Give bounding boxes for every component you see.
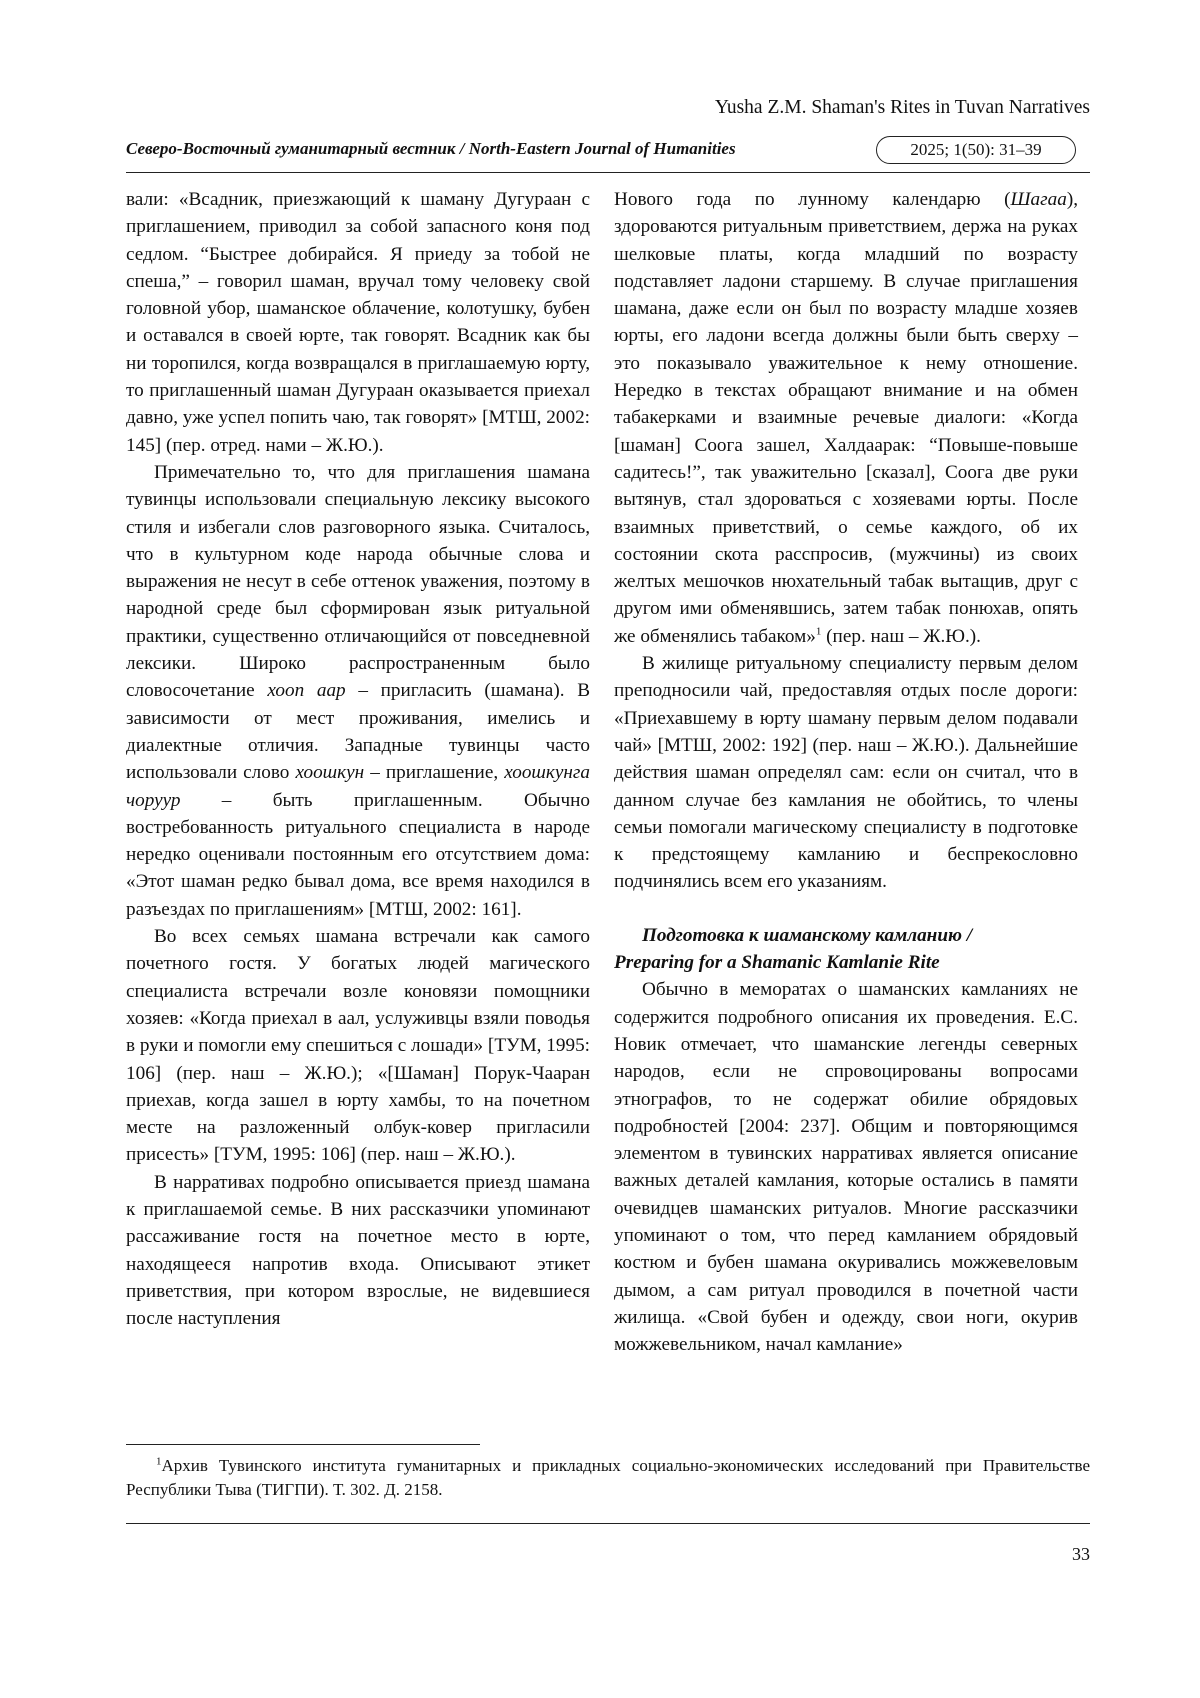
term-hoop-aar: хооп аар xyxy=(267,680,346,702)
term-hooshkun: хоошкун xyxy=(295,762,365,784)
header-rule xyxy=(126,172,1090,173)
left-column xyxy=(126,186,590,1332)
footnote-marker: 1 xyxy=(156,1455,162,1468)
footnote-rule xyxy=(126,1444,480,1445)
left-paragraph-2: Примечательно то, что для приглашения шамана тувинцы использовали специальную лексику высокого стиля и избегали слов разговорного языка. Считалось, что в культурном коде народа обычные слова и выражения не несут в себе оттенок уважения, поэтому в народной среде был сформирован язык ритуальной практики, существенно отличающийся от повседневной лексики. Широко распространенным было словосочетание хооп аар – пригласить (шамана). В зависимости от мест проживания, имелись и диалектные отличия. Западные тувинцы часто использовали слово хоошкун – приглашение, хоошкунга чоруур – быть приглашенным. Обычно востребованность ритуального специалиста в народе нередко оценивали постоянным его отсутствием дома: «Этот шаман редко бывал дома, все время находился в разъездах по приглашениям» [МТШ, 2002: 161]. xyxy=(126,461,590,920)
issue-badge: 2025; 1(50): 31–39 xyxy=(876,136,1076,164)
left-paragraph-3: Во всех семьях шамана встречали как самого почетного гостя. У богатых людей магического специалиста встречали возле коновязи помощники хозяев: «Когда приехал в аал, услуживцы взяли поводья в руки и помогли ему спешиться с лошади» [ТУМ, 1995: 106] (пер. наш – Ж.Ю.); «[Шаман] Порук-Чааран приехав, когда зашел в юрту хамбы, то на почетном месте на разложенный олбук-ковер пригласили присесть» [ТУМ, 1995: 106] (пер. наш – Ж.Ю.). xyxy=(126,926,590,1166)
right-column xyxy=(614,186,1078,1358)
term-shagaa: Шагаа xyxy=(1010,189,1067,210)
footnote-ref: 1 xyxy=(815,625,822,638)
footnote xyxy=(126,1454,1090,1502)
left-paragraph-1: вали: «Всадник, приезжающий к шаману Дугураан с приглашением, приводил за собой запасного коня под седлом. “Быстрее добирайся. Я приеду за тобой не спеша,” – говорил шаман, вручал тому человеку свой головной убор, шаманское облачение, колотушку, бубен и оставался в своей юрте, так говорят. Всадник как бы ни торопился, когда возвращался в приглашаемую юрту, то приглашенный шаман Дугураан оказывается приехал давно, уже успел попить чаю, так говорят» [МТШ, 2002: 145] (пер. отред. нами – Ж.Ю.). xyxy=(126,189,590,456)
page-number: 33 xyxy=(1072,1544,1090,1564)
term-hooshkunga-choruur: хоошкунга чоруур xyxy=(126,762,590,811)
journal-title: Северо-Восточный гуманитарный вестник / North-Eastern Journal of Humanities xyxy=(126,139,736,158)
right-paragraph-1: Нового года по лунному календарю (Шагаа), здороваются ритуальным приветствием, держа на руках шелковые платы, когда младший по возрасту подставляет ладони старшему. В случае приглашения шамана, даже если он был по возрасту младше хозяев юрты, его ладони всегда должны были быть сверху – это показывало уважительное к нему отношение. Нередко в текстах обращают внимание и на обмен табакерками и взаимные речевые диалоги: «Когда [шаман] Соога зашел, Халдаарак: “Повыше-повыше садитесь!”, так уважительно [сказал], Соога две руки вытянув, стал здороваться с хозяевами юрты. После взаимных приветствий, о семье каждого, об их состоянии скота расспросив, (мужчины) из своих желтых мешочков нюхательный табак вытащив, друг с другом ими обменявшись, затем табак понюхав, опять же обменялись табаком»$^1$ (пер. наш – Ж.Ю.). xyxy=(614,189,1078,647)
footnote-text: Архив Тувинского института гуманитарных и прикладных социально-экономических исследований при Правительстве Республики Тыва (ТИГПИ). Т. 302. Д. 2158. xyxy=(126,1456,1090,1499)
right-paragraph-2: В жилище ритуальному специалисту первым делом преподносили чай, предоставляя отдых после дороги: «Приехавшему в юрту шаману первым делом подавали чай» [МТШ, 2002: 192] (пер. наш – Ж.Ю.). Дальнейшие действия шаман определял сам: если он считал, что в данном случае без камлания не обойтись, то члены семьи помогали магическому специалисту в подготовке к предстоящему камланию и беспрекословно подчинялись всем его указаниям. xyxy=(614,653,1078,893)
running-title: Yusha Z.M. Shaman's Rites in Tuvan Narratives xyxy=(714,97,1090,118)
footer-rule xyxy=(126,1523,1090,1524)
section-heading: Подготовка к шаманскому камланию / Preparing for a Shamanic Kamlanie Rite xyxy=(614,924,973,974)
right-paragraph-3: Обычно в меморатах о шаманских камланиях не содержится подробного описания их проведения. Е.С. Новик отмечает, что шаманские легенды северных народов, если не спровоцированы вопросами этнографов, то не содержат обилие обрядовых подробностей [2004: 237]. Общим и повторяющимся элементом в тувинских нарративах является описание важных деталей камлания, которые остались в памяти очевидцев шаманских ритуалов. Многие рассказчики упоминают о том, что перед камланием обрядовый костюм и бубен шамана окуривались можжевеловым дымом, а сам ритуал проводился в почетной части жилища. «Свой бубен и одежду, свои ноги, окурив можжевельником, начал камлание» xyxy=(614,979,1078,1356)
left-paragraph-4: В нарративах подробно описывается приезд шамана к приглашаемой семье. В них рассказчики упоминают рассаживание гостя на почетное место в юрте, находящееся напротив входа. Описывают этикет приветствия, при котором взрослые, не видевшиеся после наступления xyxy=(126,1171,590,1330)
